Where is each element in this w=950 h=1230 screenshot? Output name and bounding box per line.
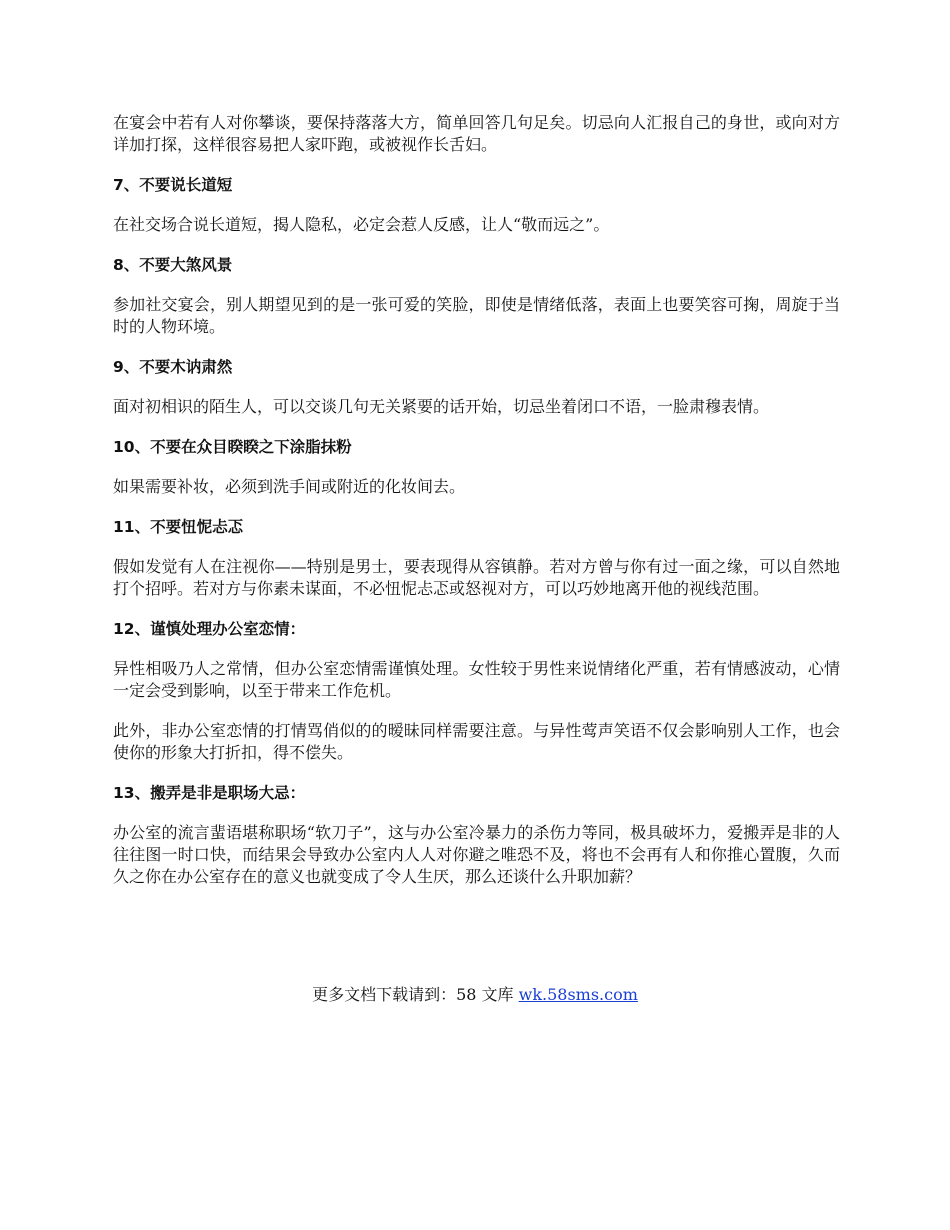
section-heading: 7、不要说长道短 xyxy=(113,176,233,194)
section-heading: 10、不要在众目睽睽之下涂脂抹粉 xyxy=(113,438,352,456)
paragraph: 在宴会中若有人对你攀谈，要保持落落大方，简单回答几句足矣。切忌向人汇报自己的身世，或向对方详加打探，这样很容易把人家吓跑，或被视作长舌妇。 xyxy=(113,113,840,154)
paragraph: 办公室的流言蜚语堪称职场“软刀子”，这与办公室冷暴力的杀伤力等同，极具破坏力，爱搬弄是非的人往往图一时口快，而结果会导致办公室内人人对你避之唯恐不及，将也不会再有人和你推心置腹，久而久之你在办公室存在的意义也就变成了令人生厌，那么还谈什么升职加薪？ xyxy=(113,823,840,886)
section-heading: 8、不要大煞风景 xyxy=(113,256,233,274)
section-heading: 11、不要忸怩忐忑 xyxy=(113,518,244,536)
footer xyxy=(0,984,950,1006)
section-heading: 12、谨慎处理办公室恋情： xyxy=(113,620,306,638)
paragraph: 面对初相识的陌生人，可以交谈几句无关紧要的话开始，切忌坐着闭口不语，一脸肃穆表情。 xyxy=(113,397,770,416)
section-heading: 13、搬弄是非是职场大忌： xyxy=(113,784,306,802)
section-heading: 9、不要木讷肃然 xyxy=(113,358,233,376)
paragraph: 在社交场合说长道短，揭人隐私，必定会惹人反感，让人“敬而远之”。 xyxy=(113,215,610,234)
paragraph: 参加社交宴会，别人期望见到的是一张可爱的笑脸，即使是情绪低落，表面上也要笑容可掬，周旋于当时的人物环境。 xyxy=(113,295,840,336)
paragraph: 异性相吸乃人之常情，但办公室恋情需谨慎处理。女性较于男性来说情绪化严重，若有情感波动，心情一定会受到影响，以至于带来工作危机。 xyxy=(113,659,840,700)
footer-link[interactable]: wk.58sms.com xyxy=(518,985,638,1004)
paragraph: 假如发觉有人在注视你——特别是男士，要表现得从容镇静。若对方曾与你有过一面之缘，可以自然地打个招呼。若对方与你素未谋面，不必忸怩忐忑或怒视对方，可以巧妙地离开他的视线范围。 xyxy=(113,557,840,598)
footer-text: 更多文档下载请到：58 文库 xyxy=(312,985,519,1004)
paragraph: 如果需要补妆，必须到洗手间或附近的化妆间去。 xyxy=(113,477,466,496)
paragraph: 此外，非办公室恋情的打情骂俏似的的暧昧同样需要注意。与异性莺声笑语不仅会影响别人工作，也会使你的形象大打折扣，得不偿失。 xyxy=(113,721,840,762)
document-body xyxy=(113,112,840,906)
